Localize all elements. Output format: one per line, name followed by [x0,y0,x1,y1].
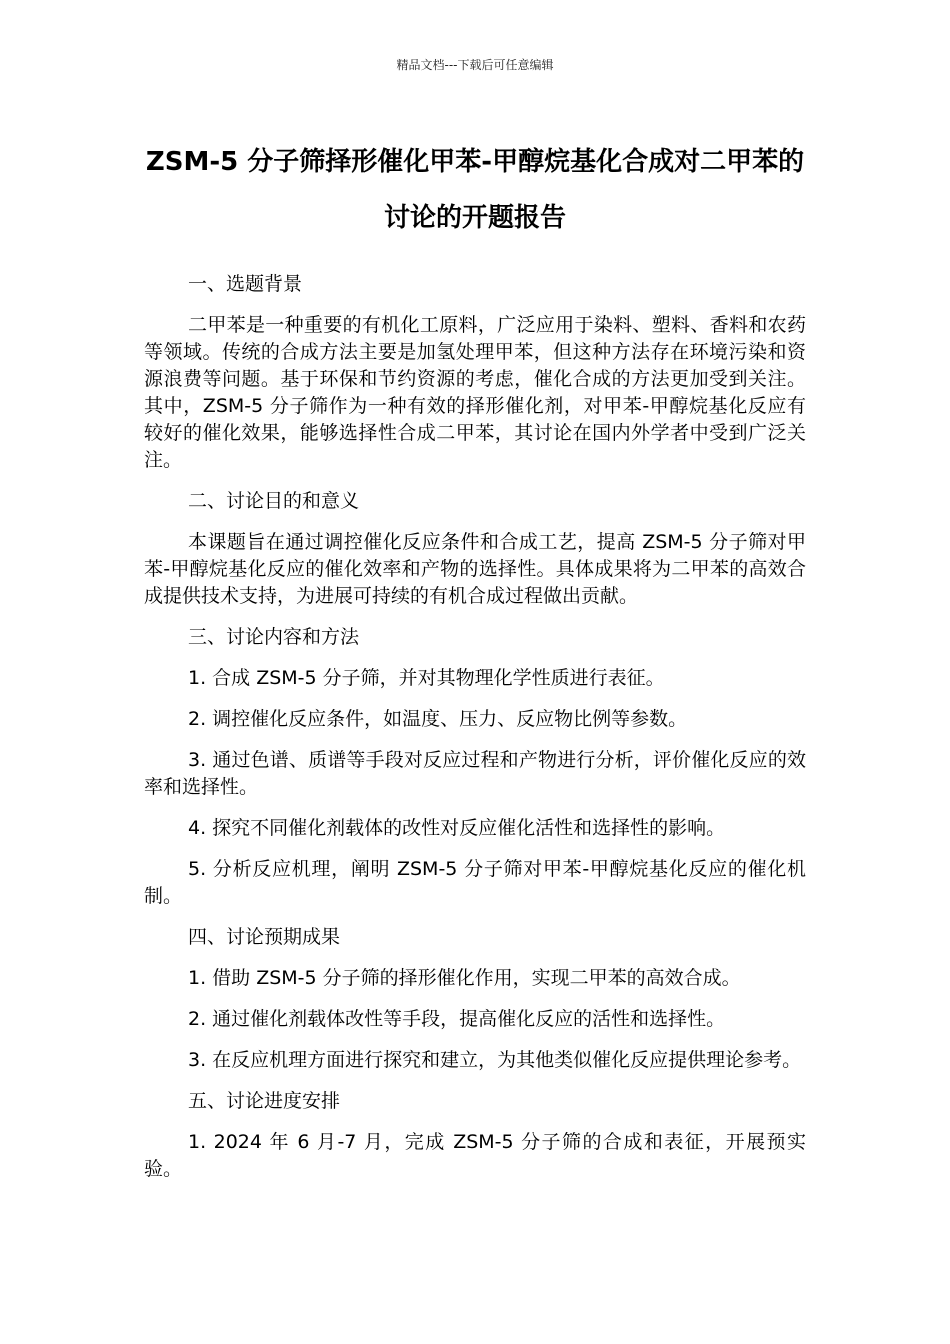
section-heading-outcomes: 四、讨论预期成果 [188,926,341,948]
section-heading-purpose: 二、讨论目的和意义 [188,490,360,512]
list-item-method-4: 4. 探究不同催化剂载体的改性对反应催化活性和选择性的影响。 [188,817,726,839]
list-item-outcome-1: 1. 借助 ZSM-5 分子筛的择形催化作用，实现二甲苯的高效合成。 [188,967,741,989]
document-title: ZSM-5 分子筛择形催化甲苯-甲醇烷基化合成对二甲苯的讨论的开题报告 [145,147,805,233]
section-heading-schedule: 五、讨论进度安排 [188,1090,341,1112]
paragraph-background: 二甲苯是一种重要的有机化工原料，广泛应用于染料、塑料、香料和农药等领域。传统的合成方法主要是加氢处理甲苯，但这种方法存在环境污染和资源浪费等问题。基于环保和节约资源的考虑，催化合成的方法更加受到关注。其中，ZSM-5 分子筛作为一种有效的择形催化剂，对甲苯-甲醇烷基化反应有较好的催化效果，能够选择性合成二甲苯，其讨论在国内外学者中受到广泛关注。 [144,314,806,471]
paragraph-purpose: 本课题旨在通过调控催化反应条件和合成工艺，提高 ZSM-5 分子筛对甲苯-甲醇烷基化反应的催化效率和产物的选择性。具体成果将为二甲苯的高效合成提供技术支持，为进展可持续的有机合成过程做出贡献。 [144,531,806,607]
list-item-method-1: 1. 合成 ZSM-5 分子筛，并对其物理化学性质进行表征。 [188,667,665,689]
list-item-method-2: 2. 调控催化反应条件，如温度、压力、反应物比例等参数。 [188,708,688,730]
list-item-outcome-3: 3. 在反应机理方面进行探究和建立，为其他类似催化反应提供理论参考。 [188,1049,802,1071]
list-item-outcome-2: 2. 通过催化剂载体改性等手段，提高催化反应的活性和选择性。 [188,1008,726,1030]
list-item-method-5: 5. 分析反应机理，阐明 ZSM-5 分子筛对甲苯-甲醇烷基化反应的催化机制。 [144,858,806,907]
section-heading-background: 一、选题背景 [188,273,303,295]
list-item-method-3: 3. 通过色谱、质谱等手段对反应过程和产物进行分析，评价催化反应的效率和选择性。 [144,749,806,798]
document-body [144,271,806,1197]
header-note: 精品文档---下载后可任意编辑 [396,58,554,72]
list-item-schedule-1: 1. 2024 年 6 月-7 月，完成 ZSM-5 分子筛的合成和表征，开展预实验。 [144,1131,806,1180]
section-heading-methods: 三、讨论内容和方法 [188,626,360,648]
